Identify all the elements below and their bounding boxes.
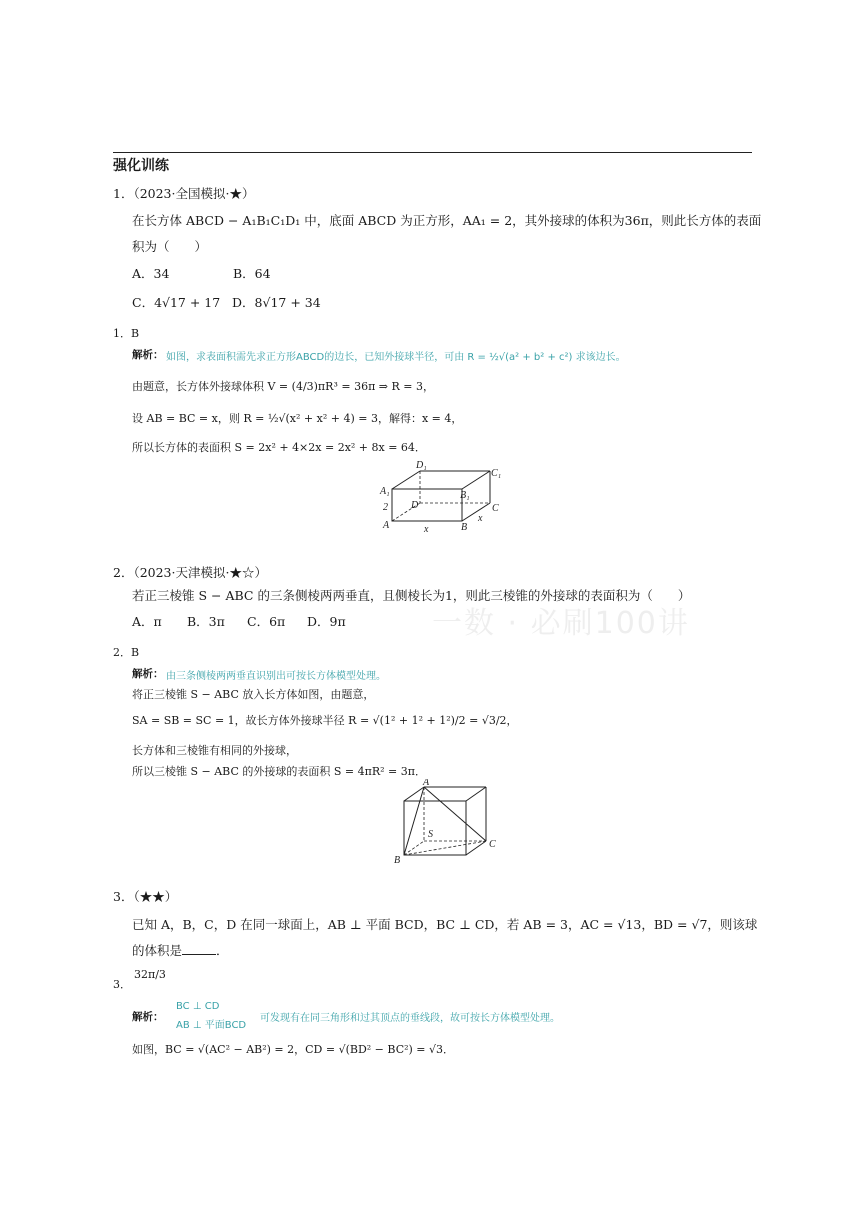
tetra-edge-ab bbox=[404, 787, 424, 855]
problem-2-solution-1: 将正三棱锥 S − ABC 放入长方体如图，由题意， bbox=[132, 688, 375, 701]
problem-3-solution-1: 如图，BC = √(AC² − AB²) = 2，CD = √(BD² − BC²) = √3． bbox=[132, 1043, 455, 1056]
cube-figure bbox=[390, 779, 500, 865]
problem-3-answer-value: 32π/3 bbox=[134, 968, 166, 981]
fig1-label-a: A bbox=[383, 520, 390, 531]
problem-1-option-a: A．34 bbox=[132, 266, 170, 281]
fig1-label-a1: A₁ bbox=[380, 486, 390, 497]
fig1-label-x-side: x bbox=[478, 513, 483, 524]
problem-1-answer: 1．B bbox=[113, 327, 140, 340]
problem-2-solution-3: 长方体和三棱锥有相同的外接球， bbox=[132, 744, 297, 757]
problem-3-analysis-label: 解析： bbox=[132, 1011, 164, 1023]
problem-1-solution-2: 设 AB = BC = x，则 R = ½√(x² + x² + 4) = 3，解得：x = 4， bbox=[132, 412, 463, 425]
box-top-left-edge bbox=[392, 471, 420, 489]
fig1-label-x-bottom: x bbox=[424, 524, 429, 535]
box-figure bbox=[372, 456, 502, 536]
problem-2-stem-line1: 若正三棱锥 S − ABC 的三条侧棱两两垂直，且侧棱长为1，则此三棱锥的外接球的表面积为（ ） bbox=[132, 588, 691, 603]
fig1-label-b: B bbox=[461, 522, 468, 533]
problem-2-answer: 2．B bbox=[113, 646, 140, 659]
box-bottom-right-edge bbox=[462, 503, 490, 521]
problem-3-stem-end: ． bbox=[216, 943, 229, 958]
problem-1-stem-line1: 在长方体 ABCD − A₁B₁C₁D₁ 中，底面 ABCD 为正方形，AA₁ = 2，其外接球的体积为36π，则此长方体的表面 bbox=[132, 213, 762, 228]
fig2-label-a: A bbox=[423, 779, 430, 788]
problem-3-answer-prefix: 3． bbox=[113, 978, 131, 991]
problem-2-option-d: D．9π bbox=[307, 614, 346, 629]
fig1-label-d: D bbox=[411, 500, 419, 511]
problem-3-stem-text: 的体积是 bbox=[132, 943, 183, 958]
fig2-label-c: C bbox=[489, 839, 496, 850]
fig2-label-s: S bbox=[428, 829, 433, 840]
problem-2-solution-2: SA = SB = SC = 1，故长方体外接球半径 R = √(1² + 1² + 1²)/2 = √3/2， bbox=[132, 714, 518, 727]
problem-1-solution-3: 所以长方体的表面积 S = 2x² + 4×2x = 2x² + 8x = 64． bbox=[132, 441, 426, 454]
problem-3-analysis-hint: 可发现有在同三角形和过其顶点的垂线段，故可按长方体模型处理。 bbox=[260, 1013, 560, 1024]
problem-3-stem-line2 bbox=[132, 941, 229, 959]
fig1-label-height: 2 bbox=[383, 502, 388, 513]
problem-2-heading: 2．（2023·天津模拟·★☆） bbox=[113, 565, 267, 580]
problem-1-heading: 1．（2023·全国模拟·★） bbox=[113, 186, 255, 201]
problem-2-analysis-hint: 由三条侧棱两两垂直识别出可按长方体模型处理。 bbox=[166, 671, 386, 682]
problem-1-option-d: D．8√17 + 34 bbox=[232, 295, 321, 310]
watermark: 一数 · 必刷100讲 bbox=[432, 606, 690, 641]
fig1-label-d1: D₁ bbox=[416, 460, 427, 471]
problem-1-option-c: C．4√17 + 17 bbox=[132, 295, 221, 310]
problem-1-stem-line2: 积为（ ） bbox=[132, 239, 208, 254]
problem-2-option-b: B．3π bbox=[187, 614, 225, 629]
problem-2-analysis-label: 解析： bbox=[132, 668, 164, 680]
problem-1-option-b: B．64 bbox=[233, 266, 271, 281]
problem-2-solution-4: 所以三棱锥 S − ABC 的外接球的表面积 S = 4πR² = 3π． bbox=[132, 765, 426, 778]
header-rule bbox=[113, 152, 752, 153]
fig2-label-b: B bbox=[394, 855, 401, 865]
box-top-right-edge bbox=[462, 471, 490, 489]
fig1-label-c1: C₁ bbox=[491, 468, 502, 479]
cube-top-right-edge bbox=[466, 787, 486, 801]
problem-3-stem-line1: 已知 A，B，C，D 在同一球面上，AB ⊥ 平面 BCD，BC ⊥ CD，若 AB = 3，AC = √13，BD = √7，则该球 bbox=[132, 917, 758, 932]
tetra-edge-bc bbox=[404, 841, 486, 855]
problem-2-option-a: A．π bbox=[132, 614, 162, 629]
answer-blank bbox=[182, 944, 216, 955]
problem-3-analysis-cond1: BC ⊥ CD bbox=[176, 1001, 220, 1012]
problem-3-heading: 3．（★★） bbox=[113, 889, 178, 904]
section-title: 强化训练 bbox=[113, 158, 169, 174]
problem-3-analysis-cond2: AB ⊥ 平面BCD bbox=[176, 1020, 247, 1031]
problem-1-analysis-hint: 如图，求表面积需先求正方形ABCD的边长，已知外接球半径，可由 R = ½√(a² + b² + c²) 求该边长。 bbox=[166, 352, 626, 363]
problem-2-option-c: C．6π bbox=[247, 614, 286, 629]
problem-1-analysis-label: 解析： bbox=[132, 349, 164, 361]
problem-1-solution-1: 由题意，长方体外接球体积 V = (4/3)πR³ = 36π ⇒ R = 3， bbox=[132, 380, 434, 393]
fig1-label-c: C bbox=[492, 503, 499, 514]
cube-front-face bbox=[404, 801, 466, 855]
fig1-label-b1: B₁ bbox=[460, 490, 470, 501]
box-front-face bbox=[392, 489, 462, 521]
tetra-edge-ac bbox=[424, 787, 486, 841]
